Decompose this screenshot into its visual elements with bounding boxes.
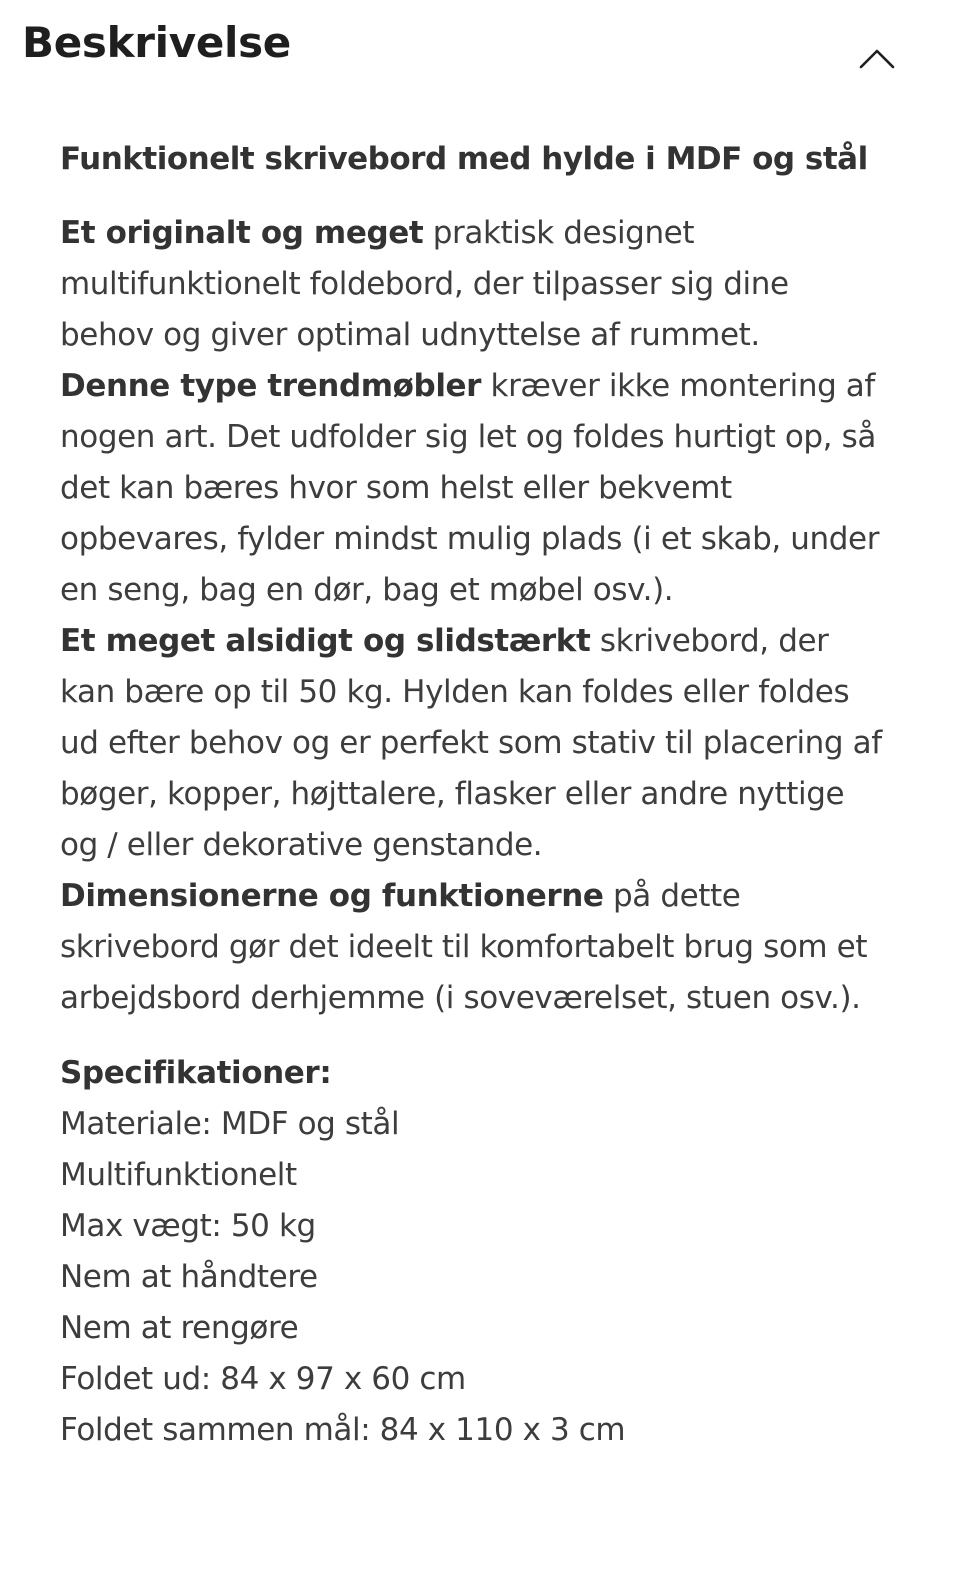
product-subtitle: Funktionelt skrivebord med hylde i MDF og stål	[60, 141, 868, 177]
specifications-heading: Specifikationer:	[60, 1055, 332, 1091]
description-paragraph	[60, 616, 890, 871]
section-title: Beskrivelse	[22, 18, 291, 67]
paragraph-text: praktisk designet multifunktionelt foldebord, der tilpasser sig dine behov og giver optimal udnyttelse af rummet.	[60, 215, 789, 353]
paragraph-lead: Et meget alsidigt og slidstærkt	[60, 623, 591, 659]
description-paragraph	[60, 871, 890, 1024]
paragraph-lead: Dimensionerne og funktionerne	[60, 878, 604, 914]
specifications-list	[60, 1099, 890, 1456]
specifications-block	[60, 1048, 890, 1456]
paragraph-lead: Denne type trendmøbler	[60, 368, 482, 404]
description-section-header[interactable]	[0, 0, 960, 100]
chevron-up-icon	[852, 40, 902, 76]
spec-item: Foldet sammen mål: 84 x 110 x 3 cm	[60, 1412, 626, 1448]
spec-item: Nem at rengøre	[60, 1310, 299, 1346]
paragraph-lead: Et originalt og meget	[60, 215, 424, 251]
description-content	[60, 132, 890, 1456]
paragraph-text: på dette skrivebord gør det ideelt til komfortabelt brug som et arbejdsbord derhjemme (i soveværelset, stuen osv.).	[60, 878, 868, 1016]
spec-item: Nem at håndtere	[60, 1259, 318, 1295]
paragraph-text: skrivebord, der kan bære op til 50 kg. Hylden kan foldes eller foldes ud efter behov og er perfekt som stativ til placering af bøger, kopper, højttalere, flasker eller andre nyttige og / eller dekorative genstande.	[60, 623, 882, 863]
spec-item: Foldet ud: 84 x 97 x 60 cm	[60, 1361, 466, 1397]
description-paragraph	[60, 208, 890, 361]
description-paragraph	[60, 361, 890, 616]
spec-item: Materiale: MDF og stål	[60, 1106, 400, 1142]
spec-item: Multifunktionelt	[60, 1157, 297, 1193]
spec-item: Max vægt: 50 kg	[60, 1208, 316, 1244]
collapse-toggle-button[interactable]	[852, 40, 902, 76]
paragraph-text: kræver ikke montering af nogen art. Det udfolder sig let og foldes hurtigt op, så det kan bæres hvor som helst eller bekvemt opbevares, fylder mindst mulig plads (i et skab, under en seng, bag en dør, bag et møbel osv.).	[60, 368, 880, 608]
